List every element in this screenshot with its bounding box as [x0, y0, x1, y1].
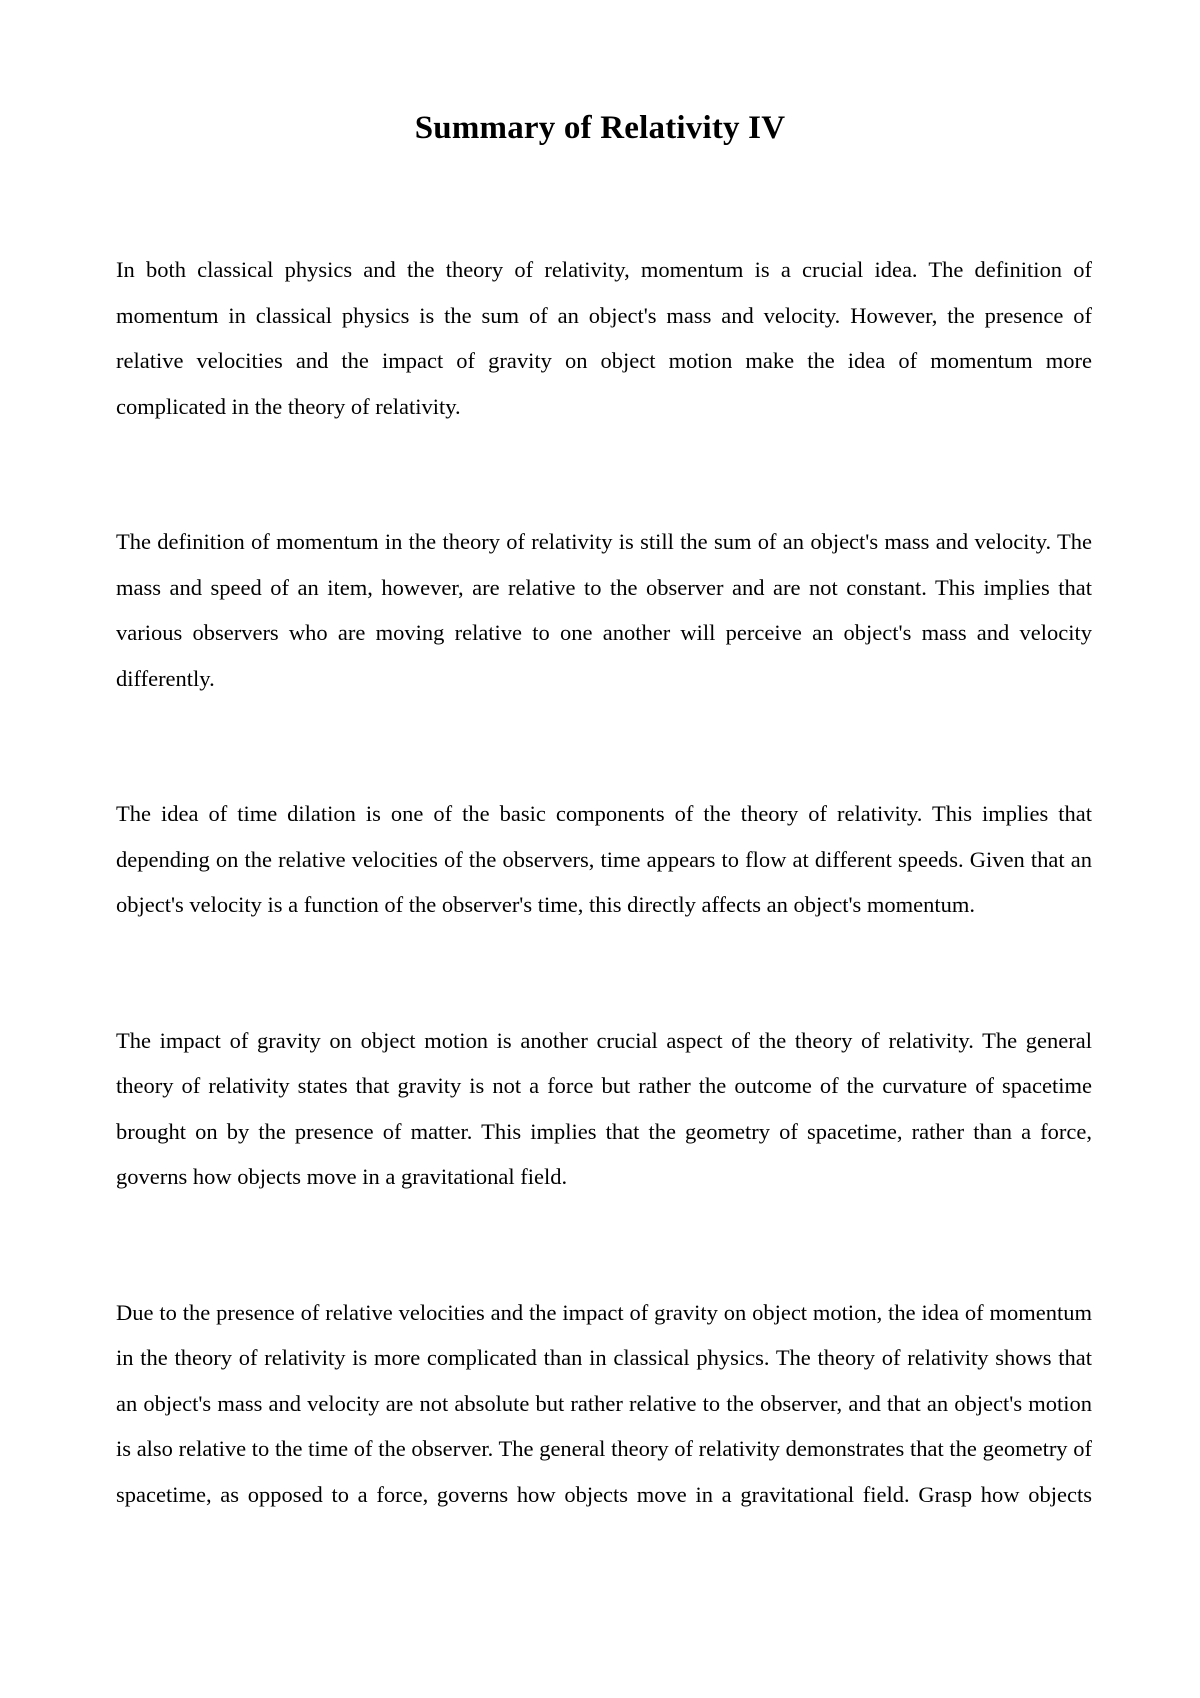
paragraph-2: The definition of momentum in the theory of relativity is still the sum of an object's mass and velocity. The mass and speed of an item, however, are relative to the observer and are not constant. This implies that various observers who are moving relative to one another will perceive an object's mass and velocity differently.: [116, 529, 1092, 691]
paragraph-5: Due to the presence of relative velocities and the impact of gravity on object motion, the idea of momentum in the theory of relativity is more complicated than in classical physics. The theory of relativity shows that an object's mass and velocity are not absolute but rather relative to the observer, and that an object's motion is also relative to the time of the observer. The general theory of relativity demonstrates that the geometry of spacetime, as opposed to a force, governs how objects move in a gravitational field. Grasp how objects: [116, 1299, 1092, 1507]
paragraph-4: The impact of gravity on object motion is another crucial aspect of the theory of relativity. The general theory of relativity states that gravity is not a force but rather the outcome of the curvature of spacetime brought on by the presence of matter. This implies that the geometry of spacetime, rather than a force, governs how objects move in a gravitational field.: [116, 1027, 1092, 1189]
document-body: [116, 247, 1092, 1607]
document-title: Summary of Relativity IV: [414, 110, 786, 146]
paragraph-3: The idea of time dilation is one of the basic components of the theory of relativity. This implies that depending on the relative velocities of the observers, time appears to flow at different speeds. Given that an object's velocity is a function of the observer's time, this directly affects an object's momentum.: [116, 801, 1092, 917]
paragraph-1: In both classical physics and the theory of relativity, momentum is a crucial idea. The definition of momentum in classical physics is the sum of an object's mass and velocity. However, the presence of relative velocities and the impact of gravity on object motion make the idea of momentum more complicated in the theory of relativity.: [116, 257, 1092, 419]
